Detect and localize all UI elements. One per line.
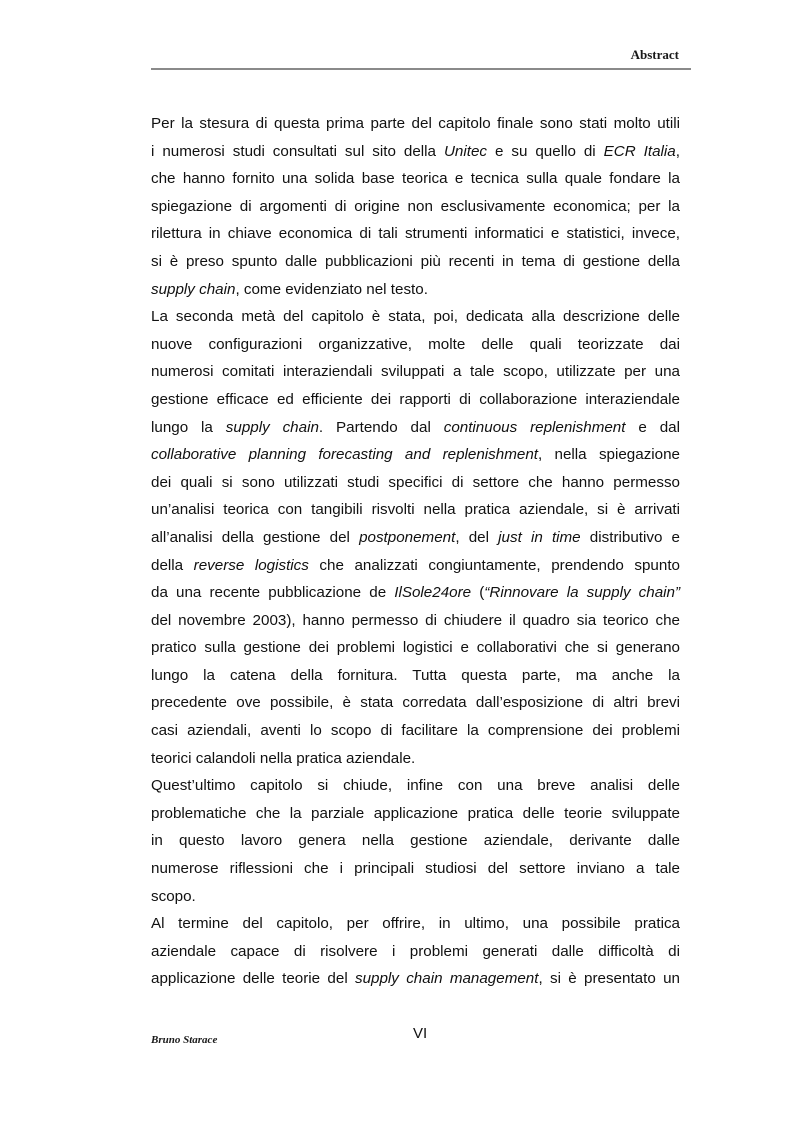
footer-author: Bruno Starace [151,1034,218,1046]
text-run: problematiche che la parziale applicazione pratica delle teorie sviluppate [151,804,680,822]
text-run: scopo. [151,887,196,905]
italic-term: reverse logistics [193,556,309,574]
text-run: gestione efficace ed efficiente dei rapporti di collaborazione interaziendale [151,390,680,408]
text-run: . Partendo dal [318,418,444,436]
text-line [151,965,680,993]
header-rule [151,68,691,70]
text-line [151,496,680,524]
text-line [151,689,680,717]
italic-term: supply chain management [355,970,539,988]
text-run: ( [471,584,485,602]
text-line [151,855,680,883]
italic-term: Unitec [443,142,487,160]
text-line [151,138,680,166]
italic-term: ECR Italia [603,142,676,160]
text-line [151,772,680,800]
text-line [151,524,680,552]
paragraph [151,303,680,772]
text-line [151,800,680,828]
text-line [151,165,680,193]
text-run: pratico sulla gestione dei problemi logistici e collaborativi che si generano [151,639,680,657]
text-run: i numerosi studi consultati sul sito della [151,142,444,160]
text-run: da una recente pubblicazione de [151,584,395,602]
text-run: teorici calandoli nella pratica aziendale. [151,749,416,767]
text-run: lungo la [151,418,226,436]
text-line [151,883,680,911]
text-line [151,248,680,276]
text-run: si è preso spunto dalle pubblicazioni più recenti in tema di gestione della [151,252,680,270]
italic-term: supply chain [225,418,319,436]
text-run: in questo lavoro genera nella gestione aziendale, derivante dalle [151,832,680,850]
text-run: Al termine del capitolo, per offrire, in ultimo, una possibile pratica [151,915,680,933]
text-line [151,938,680,966]
italic-term: just in time [498,528,581,546]
text-line [151,552,680,580]
italic-term: collaborative planning forecasting and replenishment [151,446,538,464]
text-run: Per la stesura di questa prima parte del capitolo finale sono stati molto utili [151,115,680,132]
text-line [151,386,680,414]
text-run: , si è presentato un [538,970,680,988]
text-run: , [675,142,680,160]
text-line [151,469,680,497]
text-run: numerosi comitati interaziendali sviluppati a tale scopo, utilizzate per una [151,363,680,381]
text-line [151,303,680,331]
text-line [151,414,680,442]
text-line [151,910,680,938]
text-run: rilettura in chiave economica di tali strumenti informatici e statistici, invece, [151,225,680,243]
body-text [151,110,680,993]
text-line [151,358,680,386]
text-run: , del [455,528,499,546]
text-line [151,441,680,469]
text-line [151,827,680,855]
running-header-title: Abstract [630,47,679,62]
text-line [151,276,680,304]
text-run: lungo la catena della fornitura. Tutta questa parte, ma anche la [151,666,680,684]
italic-term: continuous replenishment [443,418,626,436]
italic-term: supply chain [151,280,236,298]
text-line [151,579,680,607]
italic-term: “Rinnovare la supply chain” [484,584,681,602]
text-run: casi aziendali, aventi lo scopo di facilitare la comprensione dei problemi [151,722,680,740]
text-line [151,110,680,138]
text-run: precedente ove possibile, è stata corredata dall’esposizione di altri brevi [151,694,680,712]
italic-term: postponement [359,528,456,546]
text-run: distributivo e [580,528,681,546]
text-run: , come evidenziato nel testo. [235,280,428,298]
text-run: spiegazione di argomenti di origine non esclusivamente economica; per la [151,197,680,215]
text-line [151,331,680,359]
text-run: nuove configurazioni organizzative, molte delle quali teorizzate dai [151,335,680,353]
text-run: , nella spiegazione [538,446,681,464]
text-line [151,607,680,635]
text-line [151,662,680,690]
text-run: aziendale capace di risolvere i problemi generati dalle difficoltà di [151,942,680,960]
page-number: VI [413,1025,428,1042]
text-run: Quest’ultimo capitolo si chiude, infine con una breve analisi delle [151,777,680,795]
text-run: La seconda metà del capitolo è stata, poi, dedicata alla descrizione delle [151,308,680,326]
text-run: un’analisi teorica con tangibili risvolti nella pratica aziendale, si è arrivati [151,501,680,519]
text-line [151,717,680,745]
text-run: che hanno fornito una solida base teorica e tecnica sulla quale fondare la [151,170,680,188]
text-run: del novembre 2003), hanno permesso di chiudere il quadro sia teorico che [151,611,680,629]
text-run: che analizzati congiuntamente, prendendo spunto [308,556,680,574]
text-line [151,634,680,662]
paragraph [151,772,680,910]
text-run: applicazione delle teorie del [151,970,355,988]
text-run: numerose riflessioni che i principali studiosi del settore inviano a tale [151,860,680,878]
paragraph [151,110,680,303]
text-line [151,193,680,221]
text-run: e su quello di [487,142,604,160]
text-run: dei quali si sono utilizzati studi specifici di settore che hanno permesso [151,473,680,491]
text-run: e dal [625,418,680,436]
text-run: della [151,556,194,574]
text-run: all’analisi della gestione del [151,528,360,546]
text-line [151,220,680,248]
paragraph [151,910,680,993]
text-line [151,745,680,773]
italic-term: IlSole24ore [394,584,472,602]
